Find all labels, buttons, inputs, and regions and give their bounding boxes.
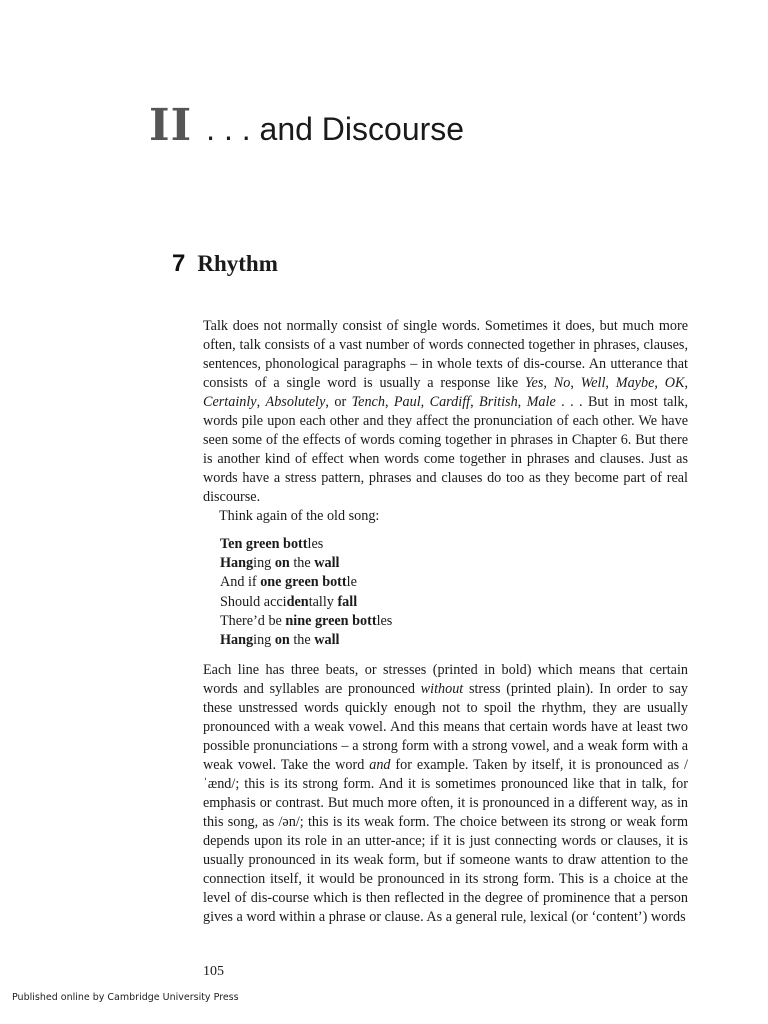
part-heading xyxy=(149,100,464,151)
chapter-heading xyxy=(172,250,278,278)
paragraph-intro: Talk does not normally consist of single words. Sometimes it does, but much more often, talk consists of a vast number of words connected together in phrases, clauses, sentences, phonological paragraphs – in whole texts of dis-course. An utterance that consists of a single word is usually a response like Yes, No, Well, Maybe, OK, Certainly, Absolutely, or Tench, Paul, Cardiff, British, Male . . . But in most talk, words pile upon each other and they affect the pronunciation of each other. We have seen some of the effects of words coming together in phrases in Chapter 6. But there is another kind of effect when words come together in phrases and clauses. Just as words have a stress pattern, phrases and clauses do too as they become part of real discourse. xyxy=(203,318,689,505)
paragraph-song-intro: Think again of the old song: xyxy=(219,508,380,524)
page-number: 105 xyxy=(203,964,224,979)
song-line: Hanging on the wall xyxy=(220,555,340,572)
body-text xyxy=(203,317,688,927)
publisher-footer: Published online by Cambridge University Press xyxy=(12,992,239,1003)
song-line: Should accidentally fall xyxy=(220,593,358,610)
part-title: . . . and Discourse xyxy=(206,111,465,147)
chapter-number: 7 xyxy=(172,250,186,277)
song-verse xyxy=(220,535,688,650)
paragraph-explanation: Each line has three beats, or stresses (printed in bold) which means that certain words and syllables are pronounced without stress (printed plain). In order to say these unstressed words quickly enough not to spoil the rhythm, they are usually pronounced with a weak vowel. And this means that certain words have at least two possible pronunciations – a strong form with a strong vowel, and a weak form with a weak vowel. Take the word and for example. Taken by itself, it is pronounced as /ˈænd/; this is its strong form. And it is sometimes pronounced like that in talk, for emphasis or contrast. But much more often, it is pronounced in a different way, as in this song, as /ən/; this is its weak form. The choice between its strong or weak form depends upon its role in an utter-ance; if it is just connecting words or clauses, it is usually pronounced in its weak form, but if someone wants to draw attention to the connection itself, it would be pronounced in its strong form. This is a choice at the level of dis-course which is then reflected in the degree of prominence that a person gives a word within a phrase or clause. As a general rule, lexical (or ‘content’) words xyxy=(203,662,689,926)
song-line: Ten green bottles xyxy=(220,536,324,552)
song-line: Hanging on the wall xyxy=(220,632,340,649)
song-line: There’d be nine green bottles xyxy=(220,612,393,629)
part-number: II xyxy=(149,100,193,151)
song-line: And if one green bottle xyxy=(220,574,357,591)
chapter-title: Rhythm xyxy=(197,251,278,276)
